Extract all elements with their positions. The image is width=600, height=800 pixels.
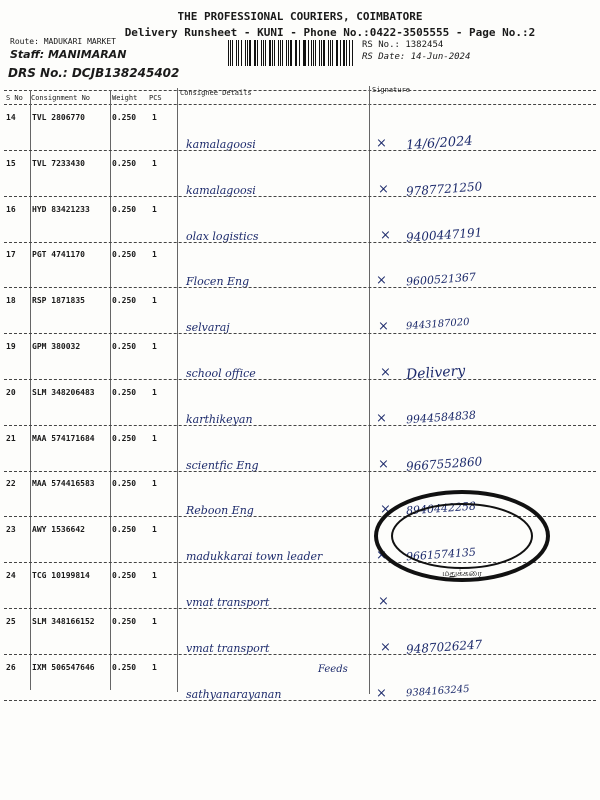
col-divider — [30, 90, 31, 690]
col-divider — [177, 88, 178, 692]
row-separator — [4, 287, 596, 288]
row-weight: 0.250 — [112, 433, 137, 443]
row-signature: 9384163245 — [405, 683, 470, 699]
row-consignment: RSP 1871835 — [32, 296, 85, 306]
row-signature: Delivery — [405, 362, 466, 384]
row-pcs: 1 — [152, 158, 157, 168]
row-signature: 9400447191 — [405, 224, 483, 245]
row-consignment: MAA 574171684 — [32, 433, 95, 443]
cross-mark: × — [380, 639, 391, 655]
row-consignee: selvaraj — [186, 321, 230, 335]
col-signature: Signature — [372, 86, 410, 94]
barcode-bar — [346, 40, 347, 66]
cross-mark: × — [378, 319, 389, 335]
col-consignment: Consignment No — [31, 94, 91, 102]
barcode-bar — [282, 40, 283, 66]
row-consignee: Reboon Eng — [186, 504, 254, 518]
note-feeds: Feeds — [318, 664, 348, 675]
cross-mark: × — [378, 456, 389, 472]
row-consignee: vmat transport — [186, 596, 270, 609]
row-separator — [4, 196, 596, 197]
row-sno: 15 — [6, 158, 16, 168]
cross-mark: × — [376, 410, 387, 426]
row-pcs: 1 — [152, 433, 157, 443]
col-divider — [110, 90, 111, 690]
barcode-bar — [265, 40, 266, 66]
row-separator — [4, 333, 596, 334]
row-consignment: AWY 1536642 — [32, 525, 85, 535]
header-rule — [4, 104, 596, 105]
cross-mark: × — [380, 502, 391, 518]
row-signature: 9661574135 — [405, 545, 477, 564]
row-weight: 0.250 — [112, 158, 137, 168]
col-divider — [369, 86, 370, 694]
row-separator — [4, 471, 596, 472]
row-weight: 0.250 — [112, 662, 137, 672]
stamp-text: மதுக்கரை — [442, 569, 482, 579]
row-sno: 22 — [6, 479, 16, 489]
row-consignment: PGT 4741170 — [32, 250, 85, 260]
row-pcs: 1 — [152, 662, 157, 672]
row-pcs: 1 — [152, 616, 157, 626]
row-consignment: TVL 7233430 — [32, 158, 85, 168]
barcode-bar — [257, 40, 258, 66]
row-consignment: SLM 348166152 — [32, 616, 95, 626]
row-weight: 0.250 — [112, 296, 137, 306]
row-weight: 0.250 — [112, 571, 137, 580]
row-separator — [4, 654, 596, 655]
barcode-bar — [274, 40, 275, 66]
row-separator — [4, 379, 596, 380]
row-sno: 19 — [6, 342, 16, 351]
col-sno: S No — [6, 94, 23, 102]
row-sno: 16 — [6, 204, 16, 214]
row-separator — [4, 242, 596, 243]
row-sno: 25 — [6, 616, 16, 626]
row-consignment: TCG 10199814 — [32, 571, 90, 580]
row-sno: 23 — [6, 525, 16, 535]
barcode-bar — [245, 40, 246, 66]
row-consignment: TVL 2806770 — [32, 113, 85, 122]
barcode-bar — [241, 40, 242, 66]
row-consignment: SLM 348206483 — [32, 387, 95, 397]
row-consignee: sathyanarayanan — [186, 687, 282, 701]
row-weight: 0.250 — [112, 250, 137, 260]
col-weight: Weight — [112, 94, 138, 102]
cross-mark: × — [376, 685, 387, 701]
row-separator — [4, 150, 596, 151]
row-consignment: GPM 380032 — [32, 342, 81, 351]
row-signature: 9600521367 — [405, 270, 477, 289]
row-consignee: vmat transport — [186, 641, 270, 655]
row-sno: 20 — [6, 387, 16, 397]
barcode-bar — [343, 40, 344, 66]
cross-mark: × — [378, 181, 389, 197]
cross-mark: × — [376, 136, 387, 151]
barcode-bar — [304, 40, 305, 66]
row-signature: 9787721250 — [405, 179, 483, 199]
row-weight: 0.250 — [112, 525, 137, 535]
barcode-bar — [319, 40, 320, 66]
row-pcs: 1 — [152, 113, 157, 122]
row-pcs: 1 — [152, 387, 157, 397]
row-signature: 9443187020 — [405, 316, 470, 333]
barcode-bar — [269, 40, 270, 66]
row-consignment: MAA 574416583 — [32, 479, 95, 489]
col-consignee: Consignee Details — [180, 89, 252, 97]
row-consignment: HYD 83421233 — [32, 204, 90, 214]
barcode-bar — [249, 40, 250, 66]
cross-mark: × — [376, 273, 387, 289]
barcode-bar — [299, 40, 300, 66]
row-separator — [4, 608, 596, 609]
barcode-bar — [352, 40, 353, 66]
row-pcs: 1 — [152, 296, 157, 306]
rs-number: RS No.: 1382454 — [362, 40, 444, 50]
drs-number: DRS No.: DCJB138245402 — [8, 66, 180, 80]
barcode-bar — [336, 40, 337, 66]
row-signature: 9667552860 — [405, 453, 483, 474]
row-consignee: Flocen Eng — [186, 275, 250, 289]
barcode-bar — [228, 40, 229, 66]
staff-label: Staff: MANIMARAN — [10, 48, 127, 61]
row-consignee: karthikeyan — [186, 412, 253, 426]
row-separator — [4, 700, 596, 701]
row-sno: 26 — [6, 662, 16, 672]
cross-mark: × — [380, 227, 391, 243]
col-pcs: PCS — [149, 94, 162, 102]
table-top-rule — [4, 90, 596, 91]
row-weight: 0.250 — [112, 387, 137, 397]
route-label: Route: MADUKARI MARKET — [10, 37, 116, 46]
office-stamp — [372, 488, 552, 584]
row-sno: 18 — [6, 296, 16, 306]
barcode-bar — [328, 40, 329, 66]
row-pcs: 1 — [152, 204, 157, 214]
row-weight: 0.250 — [112, 113, 137, 122]
rs-date: RS Date: 14-Jun-2024 — [362, 52, 471, 62]
barcode — [228, 40, 354, 66]
row-consignee: school office — [186, 367, 256, 380]
header-company: THE PROFESSIONAL COURIERS, COIMBATORE — [177, 10, 423, 23]
row-sno: 14 — [6, 113, 16, 122]
row-separator — [4, 425, 596, 426]
row-signature: 9487026247 — [405, 637, 483, 657]
row-signature: 14/6/2024 — [405, 133, 474, 154]
row-consignee: kamalagoosi — [186, 138, 256, 151]
header-runsheet: Delivery Runsheet - KUNI - Phone No.:0422-3505555 - Page No.:2 — [124, 26, 536, 39]
row-signature: 9944584838 — [405, 408, 477, 427]
row-consignee: madukkarai town leader — [186, 550, 323, 564]
row-consignee: scientfic Eng — [186, 458, 259, 472]
row-pcs: 1 — [152, 342, 157, 351]
row-weight: 0.250 — [112, 479, 137, 489]
cross-mark: × — [380, 365, 391, 380]
cross-mark: × — [378, 594, 389, 609]
row-weight: 0.250 — [112, 204, 137, 214]
row-sno: 17 — [6, 250, 16, 260]
row-signature: 8940442258 — [405, 499, 477, 518]
barcode-bar — [323, 40, 324, 66]
row-pcs: 1 — [152, 571, 157, 580]
row-consignee: olax logistics — [186, 229, 259, 243]
row-sno: 24 — [6, 571, 16, 580]
row-pcs: 1 — [152, 525, 157, 535]
barcode-bar — [290, 40, 291, 66]
row-sno: 21 — [6, 433, 16, 443]
barcode-bar — [311, 40, 312, 66]
row-consignment: IXM 506547646 — [32, 662, 95, 672]
row-pcs: 1 — [152, 250, 157, 260]
row-weight: 0.250 — [112, 342, 137, 351]
cross-mark: × — [376, 548, 387, 564]
row-weight: 0.250 — [112, 616, 137, 626]
barcode-bar — [286, 40, 287, 66]
barcode-bar — [236, 40, 237, 66]
row-pcs: 1 — [152, 479, 157, 489]
row-consignee: kamalagoosi — [186, 183, 256, 197]
